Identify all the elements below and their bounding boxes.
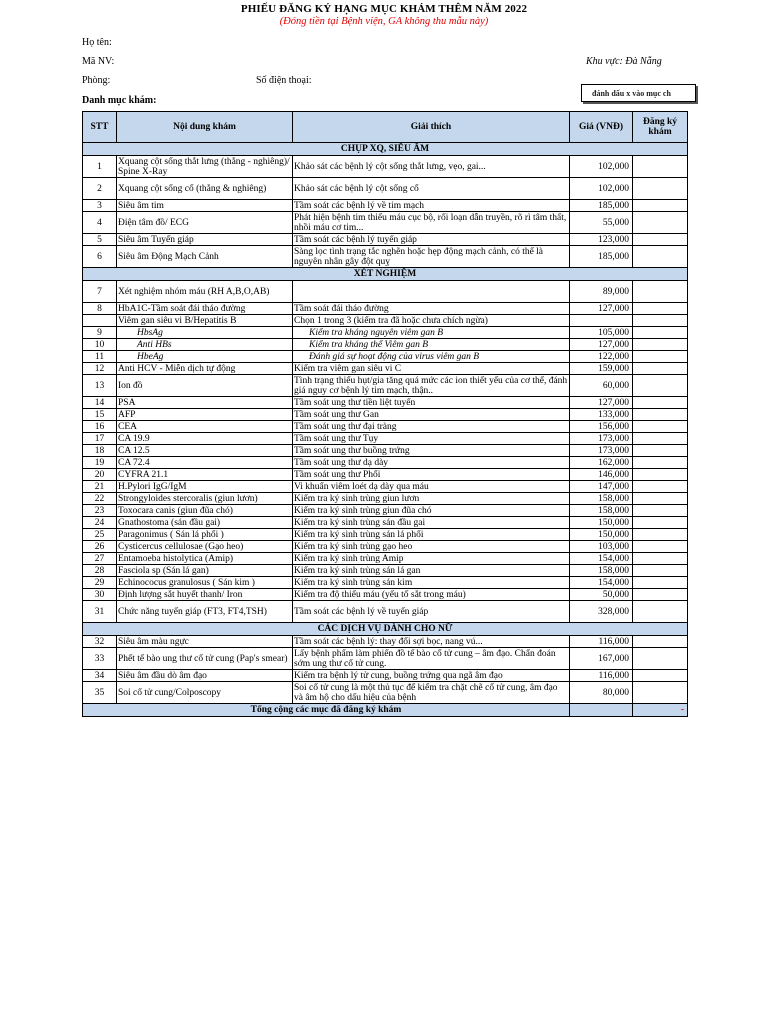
- exam-explanation: Phát hiện bệnh tim thiếu máu cục bộ, rối loạn dẫn truyền, rõ rì tâm thất, nhồi máu cơ tim...: [293, 212, 570, 234]
- table-row: [83, 212, 688, 234]
- table-row: [83, 481, 688, 493]
- row-number: 6: [83, 246, 117, 268]
- table-row: [83, 469, 688, 481]
- register-checkbox-cell[interactable]: [633, 281, 688, 303]
- exam-price: 328,000: [570, 601, 633, 623]
- register-checkbox-cell[interactable]: [633, 553, 688, 565]
- table-row: [83, 397, 688, 409]
- exam-price: 173,000: [570, 445, 633, 457]
- register-checkbox-cell[interactable]: [633, 481, 688, 493]
- row-number: 5: [83, 234, 117, 246]
- section-title: CHỤP XQ, SIÊU ÂM: [83, 143, 688, 156]
- exam-name: Anti HCV - Miễn dịch tự động: [117, 363, 293, 375]
- row-number: [83, 315, 117, 327]
- name-label: Họ tên:: [82, 37, 112, 48]
- exam-name: Echinococus granulosus ( Sán kim ): [117, 577, 293, 589]
- table-row: [83, 445, 688, 457]
- table-row: [83, 577, 688, 589]
- exam-price: 159,000: [570, 363, 633, 375]
- register-checkbox-cell[interactable]: [633, 327, 688, 339]
- exam-price: 127,000: [570, 339, 633, 351]
- exam-name: CYFRA 21.1: [117, 469, 293, 481]
- exam-explanation: Tầm soát ung thư Tụy: [293, 433, 570, 445]
- exam-explanation: Đánh giá sự hoạt động của virus viêm gan B: [293, 351, 570, 363]
- region-label: Khu vực: Đà Nẵng: [586, 56, 662, 67]
- exam-name: Paragonimus ( Sán lá phổi ): [117, 529, 293, 541]
- exam-list-label: Danh mục khám:: [82, 95, 157, 106]
- exam-explanation: Tầm soát các bệnh lý: thay đổi sợi bọc, nang vú...: [293, 636, 570, 648]
- exam-price: 146,000: [570, 469, 633, 481]
- exam-name: Xquang cột sống thắt lưng (thẳng - nghiêng)/ Spine X-Ray: [117, 156, 293, 178]
- exam-explanation: Kiểm tra độ thiếu máu (yếu tố sắt trong máu): [293, 589, 570, 601]
- exam-name: Điện tâm đồ/ ECG: [117, 212, 293, 234]
- exam-name: PSA: [117, 397, 293, 409]
- form-title: PHIẾU ĐĂNG KÝ HẠNG MỤC KHÁM THÊM NĂM 2022: [240, 3, 528, 15]
- table-row: [83, 339, 688, 351]
- row-number: 15: [83, 409, 117, 421]
- register-checkbox-cell[interactable]: [633, 577, 688, 589]
- row-number: 22: [83, 493, 117, 505]
- table-row: [83, 670, 688, 682]
- exam-price: 102,000: [570, 156, 633, 178]
- exam-price: 185,000: [570, 246, 633, 268]
- table-row: [83, 648, 688, 670]
- row-number: 28: [83, 565, 117, 577]
- col-header-price: Giá (VNĐ): [570, 112, 633, 143]
- table-row: [83, 303, 688, 315]
- total-spacer: [570, 704, 633, 717]
- exam-explanation: Tầm soát các bệnh lý tuyến giáp: [293, 234, 570, 246]
- table-row: [83, 234, 688, 246]
- col-header-register: Đăng ký khám: [633, 112, 688, 143]
- register-checkbox-cell[interactable]: [633, 156, 688, 178]
- table-row: [83, 281, 688, 303]
- register-checkbox-cell[interactable]: [633, 517, 688, 529]
- exam-explanation: Kiểm tra kháng nguyên viêm gan B: [293, 327, 570, 339]
- exam-explanation: Soi cổ tử cung là một thủ tục để kiểm tra chặt chẽ cổ tử cung, âm đạo và âm hộ cho dấu hiệu của bệnh: [293, 682, 570, 704]
- exam-price: 167,000: [570, 648, 633, 670]
- exam-price: 150,000: [570, 517, 633, 529]
- section-header-row: [83, 268, 688, 281]
- row-number: 2: [83, 178, 117, 200]
- table-row: [83, 433, 688, 445]
- row-number: 23: [83, 505, 117, 517]
- exam-price: [570, 315, 633, 327]
- exam-explanation: Tầm soát ung thư Gan: [293, 409, 570, 421]
- exam-price: 105,000: [570, 327, 633, 339]
- exam-name: CA 12.5: [117, 445, 293, 457]
- row-number: 21: [83, 481, 117, 493]
- exam-explanation: Kiểm tra ký sinh trùng sán kim: [293, 577, 570, 589]
- exam-explanation: [293, 281, 570, 303]
- exam-name: Xét nghiệm nhóm máu (RH A,B,O,AB): [117, 281, 293, 303]
- row-number: 10: [83, 339, 117, 351]
- exam-name: Entamoeba histolytica (Amip): [117, 553, 293, 565]
- row-number: 20: [83, 469, 117, 481]
- row-number: 30: [83, 589, 117, 601]
- exam-price: 154,000: [570, 553, 633, 565]
- register-checkbox-cell[interactable]: [633, 445, 688, 457]
- register-checkbox-cell[interactable]: [633, 339, 688, 351]
- row-number: 8: [83, 303, 117, 315]
- exam-price: 162,000: [570, 457, 633, 469]
- row-number: 9: [83, 327, 117, 339]
- register-checkbox-cell[interactable]: [633, 601, 688, 623]
- register-checkbox-cell[interactable]: [633, 363, 688, 375]
- exam-price: 150,000: [570, 529, 633, 541]
- section-title: XÉT NGHIỆM: [83, 268, 688, 281]
- instruction-note: đánh dấu x vào mục ch: [581, 84, 696, 102]
- exam-name: Phết tế bào ung thư cổ tử cung (Pap's smear): [117, 648, 293, 670]
- exam-explanation: Kiểm tra bệnh lý tử cung, buồng trứng qua ngã âm đạo: [293, 670, 570, 682]
- exam-explanation: Tình trạng thiếu hụt/gia tăng quá mức các ion thiết yếu của cơ thể, đánh giá nguy cơ bệnh lý tim mạch, thận..: [293, 375, 570, 397]
- table-row: [83, 682, 688, 704]
- table-row: [83, 156, 688, 178]
- exam-price: 156,000: [570, 421, 633, 433]
- table-row: [83, 505, 688, 517]
- exam-table: [82, 111, 688, 717]
- row-number: 32: [83, 636, 117, 648]
- exam-name: Siêu âm đầu dò âm đạo: [117, 670, 293, 682]
- row-number: 19: [83, 457, 117, 469]
- row-number: 16: [83, 421, 117, 433]
- exam-name: Siêu âm màu ngực: [117, 636, 293, 648]
- table-row: [83, 351, 688, 363]
- exam-price: 158,000: [570, 565, 633, 577]
- row-number: 18: [83, 445, 117, 457]
- exam-explanation: Kiểm tra ký sinh trùng giun đũa chó: [293, 505, 570, 517]
- table-row: [83, 421, 688, 433]
- total-row: [83, 704, 688, 717]
- register-checkbox-cell[interactable]: [633, 529, 688, 541]
- total-value: -: [633, 704, 688, 717]
- exam-name: Gnathostoma (sán đầu gai): [117, 517, 293, 529]
- total-label: Tổng cộng các mục đã đăng ký khám: [83, 704, 570, 717]
- row-number: 13: [83, 375, 117, 397]
- exam-explanation: Tầm soát ung thư tiền liệt tuyến: [293, 397, 570, 409]
- register-checkbox-cell[interactable]: [633, 469, 688, 481]
- exam-explanation: Tầm soát ung thư dạ dày: [293, 457, 570, 469]
- exam-price: 103,000: [570, 541, 633, 553]
- exam-explanation: Kiểm tra viêm gan siêu vi C: [293, 363, 570, 375]
- exam-price: 127,000: [570, 303, 633, 315]
- register-checkbox-cell[interactable]: [633, 409, 688, 421]
- form-subtitle: (Đóng tiền tại Bệnh viện, GA không thu mẫu này): [279, 16, 489, 27]
- table-body: [83, 143, 688, 717]
- register-checkbox-cell[interactable]: [633, 648, 688, 670]
- row-number: 29: [83, 577, 117, 589]
- exam-name: Xquang cột sống cổ (thẳng & nghiêng): [117, 178, 293, 200]
- exam-price: 55,000: [570, 212, 633, 234]
- register-checkbox-cell[interactable]: [633, 421, 688, 433]
- table-row: [83, 315, 688, 327]
- register-checkbox-cell[interactable]: [633, 212, 688, 234]
- exam-name: Fasciola sp (Sán lá gan): [117, 565, 293, 577]
- exam-name: Toxocara canis (giun đũa chó): [117, 505, 293, 517]
- exam-price: 173,000: [570, 433, 633, 445]
- exam-explanation: Kiểm tra ký sinh trùng Amip: [293, 553, 570, 565]
- register-checkbox-cell[interactable]: [633, 178, 688, 200]
- exam-name: CEA: [117, 421, 293, 433]
- exam-explanation: Tầm soát ung thư Phổi: [293, 469, 570, 481]
- register-checkbox-cell[interactable]: [633, 234, 688, 246]
- register-checkbox-cell[interactable]: [633, 457, 688, 469]
- table-row: [83, 246, 688, 268]
- register-checkbox-cell[interactable]: [633, 589, 688, 601]
- register-checkbox-cell[interactable]: [633, 493, 688, 505]
- row-number: 25: [83, 529, 117, 541]
- col-header-stt: STT: [83, 112, 117, 143]
- table-row: [83, 363, 688, 375]
- exam-name: H.Pylori IgG/IgM: [117, 481, 293, 493]
- exam-name: CA 19.9: [117, 433, 293, 445]
- exam-name: Anti HBs: [117, 339, 293, 351]
- col-header-explanation: Giải thích: [293, 112, 570, 143]
- exam-explanation: Chọn 1 trong 3 (kiểm tra đã hoặc chưa chích ngừa): [293, 315, 570, 327]
- table-header-row: [83, 112, 688, 143]
- exam-explanation: Sàng lọc tình trạng tắc nghẽn hoặc hẹp động mạch cảnh, có thể là nguyên nhân gây đột quỵ: [293, 246, 570, 268]
- exam-explanation: Tầm soát các bệnh lý về tuyến giáp: [293, 601, 570, 623]
- table-row: [83, 517, 688, 529]
- section-header-row: [83, 143, 688, 156]
- row-number: 35: [83, 682, 117, 704]
- exam-price: 60,000: [570, 375, 633, 397]
- table-row: [83, 409, 688, 421]
- exam-name: Siêu âm Tuyến giáp: [117, 234, 293, 246]
- exam-price: 147,000: [570, 481, 633, 493]
- exam-price: 158,000: [570, 505, 633, 517]
- row-number: 14: [83, 397, 117, 409]
- table-row: [83, 529, 688, 541]
- exam-price: 185,000: [570, 200, 633, 212]
- exam-name: Siêu âm Động Mạch Cảnh: [117, 246, 293, 268]
- exam-explanation: Tầm soát ung thư buồng trứng: [293, 445, 570, 457]
- exam-explanation: Kiểm tra ký sinh trùng gạo heo: [293, 541, 570, 553]
- exam-name: AFP: [117, 409, 293, 421]
- register-checkbox-cell[interactable]: [633, 505, 688, 517]
- exam-name: CA 72.4: [117, 457, 293, 469]
- section-header-row: [83, 623, 688, 636]
- exam-explanation: Lấy bệnh phẩm làm phiến đồ tế bào cổ tử cung – âm đạo. Chẩn đoán sớm ung thư cổ tử cung.: [293, 648, 570, 670]
- table-row: [83, 636, 688, 648]
- exam-name: HbsAg: [117, 327, 293, 339]
- exam-explanation: Vi khuẩn viêm loét dạ dày qua máu: [293, 481, 570, 493]
- employee-id-label: Mã NV:: [82, 56, 115, 67]
- table-row: [83, 375, 688, 397]
- exam-name: Chức năng tuyến giáp (FT3, FT4,TSH): [117, 601, 293, 623]
- exam-price: 80,000: [570, 682, 633, 704]
- exam-price: 158,000: [570, 493, 633, 505]
- row-number: 11: [83, 351, 117, 363]
- exam-name: Định lượng sắt huyết thanh/ Iron: [117, 589, 293, 601]
- exam-price: 154,000: [570, 577, 633, 589]
- department-label: Phòng:: [82, 75, 111, 86]
- exam-price: 122,000: [570, 351, 633, 363]
- table-row: [83, 327, 688, 339]
- row-number: 26: [83, 541, 117, 553]
- exam-explanation: Tầm soát đái tháo đường: [293, 303, 570, 315]
- exam-name: Cysticercus cellulosae (Gạo heo): [117, 541, 293, 553]
- exam-name: HbeAg: [117, 351, 293, 363]
- exam-explanation: Khảo sát các bệnh lý cột sống cổ: [293, 178, 570, 200]
- exam-price: 133,000: [570, 409, 633, 421]
- register-checkbox-cell[interactable]: [633, 315, 688, 327]
- register-checkbox-cell[interactable]: [633, 200, 688, 212]
- table-row: [83, 589, 688, 601]
- exam-price: 89,000: [570, 281, 633, 303]
- row-number: 12: [83, 363, 117, 375]
- exam-explanation: Kiểm tra ký sinh trùng sán lá gan: [293, 565, 570, 577]
- exam-name: Strongyloides stercoralis (giun lươn): [117, 493, 293, 505]
- exam-explanation: Tầm soát các bệnh lý về tim mạch: [293, 200, 570, 212]
- exam-explanation: Tầm soát ung thư đại tràng: [293, 421, 570, 433]
- register-checkbox-cell[interactable]: [633, 682, 688, 704]
- exam-explanation: Kiểm tra ký sinh trùng sán lá phổi: [293, 529, 570, 541]
- row-number: 7: [83, 281, 117, 303]
- register-checkbox-cell[interactable]: [633, 246, 688, 268]
- exam-price: 116,000: [570, 670, 633, 682]
- phone-label: Số điện thoại:: [256, 75, 312, 86]
- register-checkbox-cell[interactable]: [633, 303, 688, 315]
- table-row: [83, 553, 688, 565]
- exam-price: 50,000: [570, 589, 633, 601]
- table-row: [83, 541, 688, 553]
- exam-price: 127,000: [570, 397, 633, 409]
- register-checkbox-cell[interactable]: [633, 670, 688, 682]
- row-number: 24: [83, 517, 117, 529]
- exam-explanation: Kiểm tra kháng thể Viêm gan B: [293, 339, 570, 351]
- row-number: 34: [83, 670, 117, 682]
- table-row: [83, 457, 688, 469]
- exam-name: HbA1C-Tầm soát đái tháo đường: [117, 303, 293, 315]
- register-checkbox-cell[interactable]: [633, 636, 688, 648]
- exam-explanation: Khảo sát các bệnh lý cột sống thắt lưng, vẹo, gai...: [293, 156, 570, 178]
- register-checkbox-cell[interactable]: [633, 397, 688, 409]
- exam-name: Viêm gan siêu vi B/Hepatitis B: [117, 315, 293, 327]
- table-row: [83, 178, 688, 200]
- register-checkbox-cell[interactable]: [633, 375, 688, 397]
- col-header-content: Nội dung khám: [117, 112, 293, 143]
- table-row: [83, 601, 688, 623]
- exam-price: 123,000: [570, 234, 633, 246]
- row-number: 3: [83, 200, 117, 212]
- exam-explanation: Kiểm tra ký sinh trùng giun lươn: [293, 493, 570, 505]
- register-checkbox-cell[interactable]: [633, 351, 688, 363]
- row-number: 27: [83, 553, 117, 565]
- exam-price: 116,000: [570, 636, 633, 648]
- table-row: [83, 565, 688, 577]
- table-row: [83, 200, 688, 212]
- register-checkbox-cell[interactable]: [633, 433, 688, 445]
- exam-name: Soi cổ tử cung/Colposcopy: [117, 682, 293, 704]
- section-title: CÁC DỊCH VỤ DÀNH CHO NỮ: [83, 623, 688, 636]
- row-number: 33: [83, 648, 117, 670]
- row-number: 31: [83, 601, 117, 623]
- exam-name: Siêu âm tim: [117, 200, 293, 212]
- exam-price: 102,000: [570, 178, 633, 200]
- table-row: [83, 493, 688, 505]
- row-number: 17: [83, 433, 117, 445]
- row-number: 4: [83, 212, 117, 234]
- exam-explanation: Kiểm tra ký sinh trùng sán đầu gai: [293, 517, 570, 529]
- register-checkbox-cell[interactable]: [633, 541, 688, 553]
- register-checkbox-cell[interactable]: [633, 565, 688, 577]
- row-number: 1: [83, 156, 117, 178]
- exam-name: Ion đồ: [117, 375, 293, 397]
